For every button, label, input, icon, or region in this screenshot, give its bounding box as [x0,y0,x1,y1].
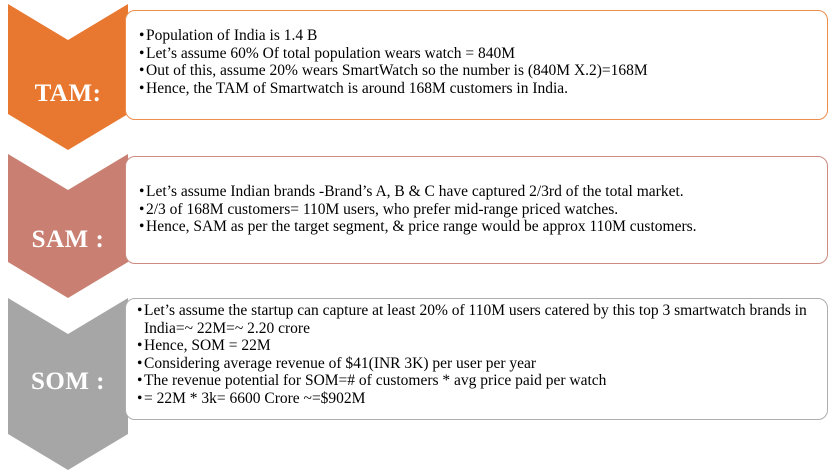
som-description-box [125,298,828,420]
som-bullet-item: • = 22M * 3k= 6600 Crore ~=$902M [137,389,366,407]
sam-bullet-item: • 2/3 of 168M customers= 110M users, who prefer mid-range priced watches. [139,200,619,218]
sam-label: SAM : [31,226,105,253]
tam-bullet-item: • Hence, the TAM of Smartwatch is around 168M customers in India. [139,79,569,97]
som-label: SOM : [30,368,106,395]
sam-bullet-item: • Let’s assume Indian brands -Brand’s A, B & C have captured 2/3rd of the total market. [139,183,684,200]
tam-bullet-item: • Let’s assume 60% Of total population wears watch = 840M [139,44,516,62]
tam-bullet-item: • Out of this, assume 20% wears SmartWatch so the number is (840M X.2)=168M [139,62,648,79]
sam-bullet-item: • Hence, SAM as per the target segment, & price range would be approx 110M customers. [139,218,697,235]
sam-section [0,150,840,300]
sam-chevron-shape [8,150,128,300]
sam-description-box [125,156,828,264]
som-bullet-item: • Considering average revenue of $41(INR 3K) per user per year [137,354,537,372]
sam-bullet-list [138,183,817,236]
som-bullet-item: • Hence, SOM = 22M [137,337,271,354]
tam-description-box [125,10,828,120]
tam-chevron-shape [8,0,128,152]
tam-bullet-item: • Population of India is 1.4 B [139,27,318,44]
som-bullet-item: • The revenue potential for SOM=# of customers * avg price paid per watch [137,372,607,389]
som-bullet-item: • Let’s assume the startup can capture at least 20% of 110M users catered by this top 3 smartwatch brands in India=~ 22M=~ 2.20 crore [137,302,807,337]
tam-label: TAM: [34,80,102,107]
som-bullet-list [136,302,819,407]
tam-bullet-list [138,27,817,97]
som-section [0,296,840,476]
tam-section [0,0,840,150]
